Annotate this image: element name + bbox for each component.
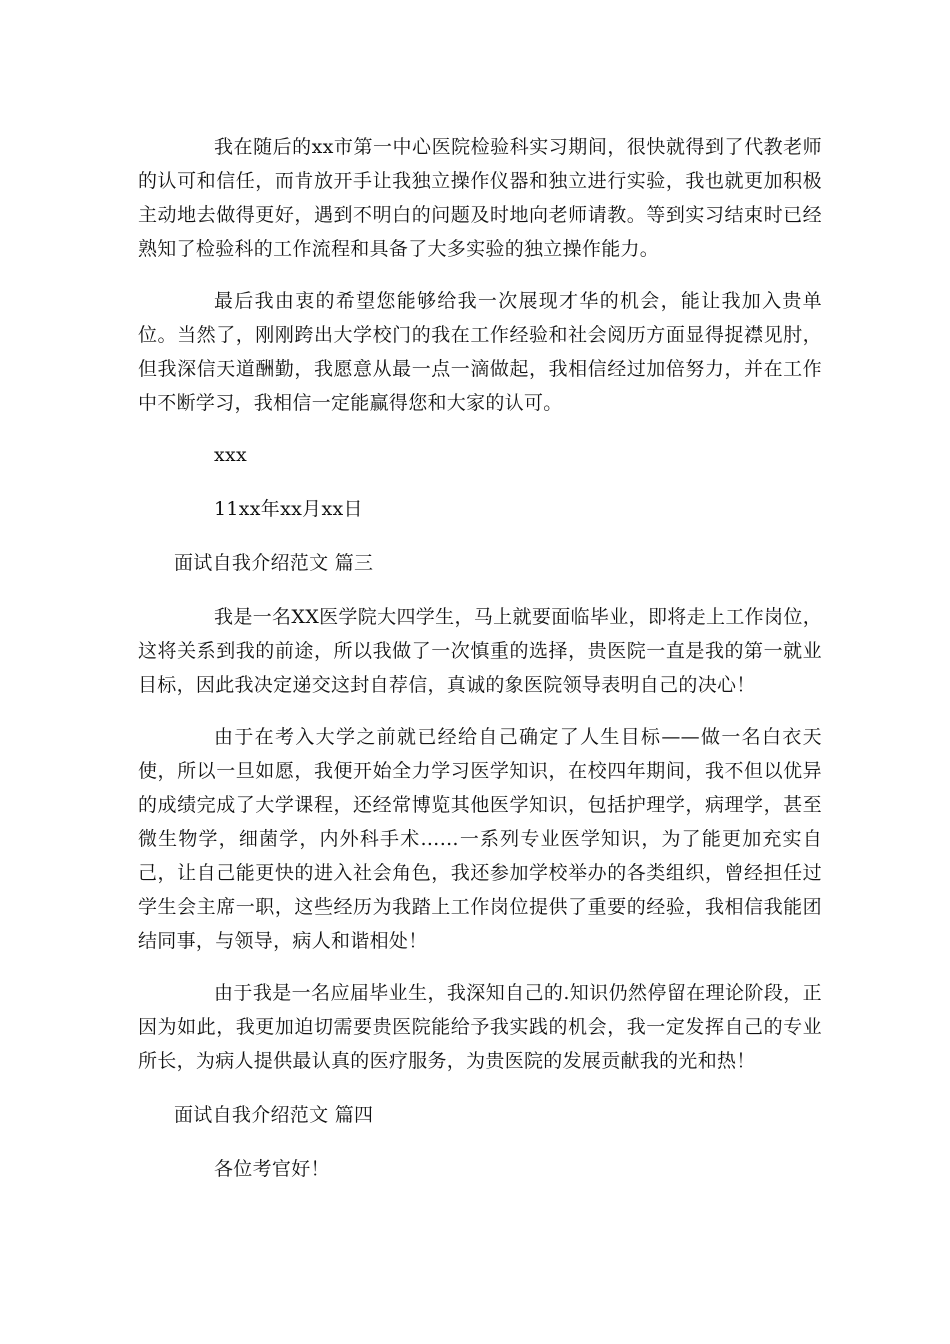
greeting: 各位考官好！ [214,1158,330,1180]
paragraph-closing: 最后我由衷的希望您能够给我一次展现才华的机会，能让我加入贵单位。当然了，刚刚跨出大学校门的我在工作经验和社会阅历方面显得捉襟见肘，但我深信天道酬勤，我愿意从最一点一滴做起，我相信经过加倍努力，并在工作中不断学习，我相信一定能赢得您和大家的认可。 [138,290,822,414]
paragraph-graduate: 由于我是一名应届毕业生，我深知自己的.知识仍然停留在理论阶段，正因为如此，我更加迫切需要贵医院能给予我实践的机会，我一定发挥自己的专业所长，为病人提供最认真的医疗服务，为贵医院的发展贡献我的光和热！ [138,982,822,1072]
signature: xxx [214,444,248,466]
section-heading-3: 面试自我介绍范文 篇三 [174,552,374,574]
paragraph-education: 由于在考入大学之前就已经给自己确定了人生目标——做一名白衣天使，所以一旦如愿，我便开始全力学习医学知识，在校四年期间，我不但以优异的成绩完成了大学课程，还经常博览其他医学知识，包括护理学，病理学，甚至微生物学，细菌学，内外科手术……一系列专业医学知识，为了能更加充实自己，让自己能更快的进入社会角色，我还参加学校举办的各类组织，曾经担任过学生会主席一职，这些经历为我踏上工作岗位提供了重要的经验，我相信我能团结同事，与领导，病人和谐相处！ [138,726,822,952]
section-heading-4: 面试自我介绍范文 篇四 [174,1104,374,1126]
date: 11xx年xx月xx日 [214,498,363,520]
paragraph-internship: 我在随后的xx市第一中心医院检验科实习期间，很快就得到了代教老师的认可和信任，而肯放开手让我独立操作仪器和独立进行实验，我也就更加积极主动地去做得更好，遇到不明白的问题及时地向老师请教。等到实习结束时已经熟知了检验科的工作流程和具备了大多实验的独立操作能力。 [138,136,822,260]
paragraph-intro: 我是一名XX医学院大四学生，马上就要面临毕业，即将走上工作岗位，这将关系到我的前途，所以我做了一次慎重的选择，贵医院一直是我的第一就业目标，因此我决定递交这封自荐信，真诚的象医院领导表明自己的决心！ [138,606,822,696]
